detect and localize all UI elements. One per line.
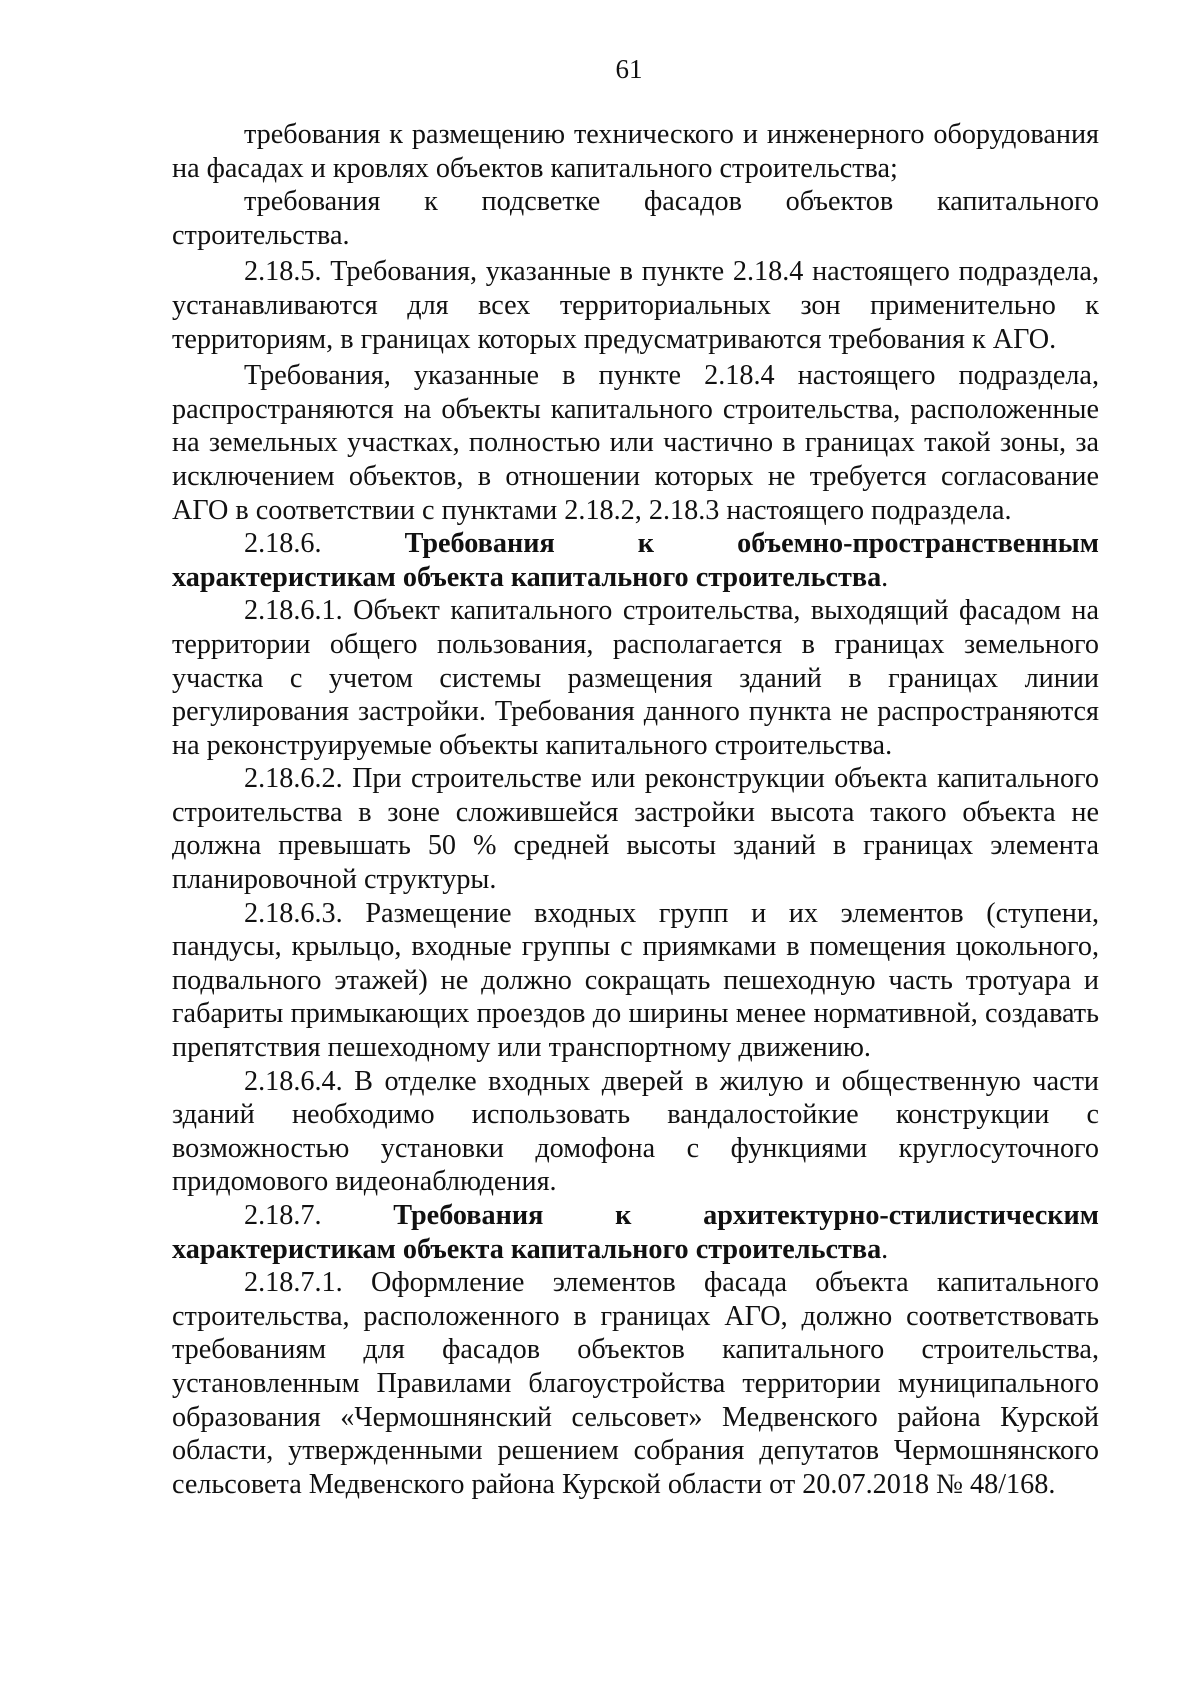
section-number: 2.18.7.: [244, 1200, 322, 1231]
paragraph-2-18-6-4: 2.18.6.4. В отделке входных дверей в жилую и общественную части зданий необходимо использовать вандалостойкие конструкции с возможностью установки домофона с функциями круглосуточного придомового видеонаблюдения.: [172, 1065, 1099, 1198]
paragraph-2-18-5: 2.18.5. Требования, указанные в пункте 2.18.4 настоящего подраздела, устанавливаются для всех территориальных зон применительно к территориям, в границах которых предусматриваются требования к АГО.: [172, 256, 1099, 355]
page-number: 61: [615, 54, 643, 84]
paragraph-lighting-requirements: требования к подсветке фасадов объектов капитального строительства.: [172, 186, 1099, 251]
section-heading-text: Требования к объемно-пространственным характеристикам объекта капитального строительства: [172, 528, 1100, 593]
document-body: [172, 118, 1099, 1501]
paragraph-2-18-6-3: 2.18.6.3. Размещение входных групп и их элементов (ступени, пандусы, крыльцо, входные группы с приямками в помещения цокольного, подвального этажей) не должно сокращать пешеходную часть тротуара и габариты примыкающих проездов до ширины менее нормативной, создавать препятствия пешеходному или транспортному движению.: [172, 897, 1099, 1064]
paragraph-2-18-6-2: 2.18.6.2. При строительстве или реконструкции объекта капитального строительства в зоне сложившейся застройки высота такого объекта не должна превышать 50 % средней высоты зданий в границах элемента планировочной структуры.: [172, 763, 1099, 896]
section-heading-end: .: [881, 1233, 889, 1265]
paragraph-2-18-5-scope: Требования, указанные в пункте 2.18.4 настоящего подраздела, распространяются на объекты капитального строительства, расположенные на земельных участках, полностью или частично в границах такой зоны, за исключением объектов, в отношении которых не требуется согласование АГО в соответствии с пунктами 2.18.2, 2.18.3 настоящего подраздела.: [172, 360, 1099, 526]
section-heading-text: Требования к архитектурно-стилистическим характеристикам объекта капитального строительства: [172, 1200, 1099, 1265]
paragraph-2-18-6-1: 2.18.6.1. Объект капитального строительства, выходящий фасадом на территории общего пользования, располагается в границах земельного участка с учетом системы размещения зданий в границах линии регулирования застройки. Требования данного пункта не распространяются на реконструируемые объекты капитального строительства.: [172, 595, 1099, 761]
section-heading-2-18-6: [172, 527, 1099, 594]
section-number: 2.18.6.: [244, 528, 322, 560]
paragraph-equipment-requirements: требования к размещению технического и инженерного оборудования на фасадах и кровлях объектов капитального строительства;: [172, 119, 1099, 184]
paragraph-2-18-7-1: 2.18.7.1. Оформление элементов фасада объекта капитального строительства, расположенного в границах АГО, должно соответствовать требованиям для фасадов объектов капитального строительства, установленным Правилами благоустройства территории муниципального образования «Чермошнянский сельсовет» Медвенского района Курской области, утвержденными решением собрания депутатов Чермошнянского сельсовета Медвенского района Курской области от 20.07.2018 № 48/168.: [172, 1267, 1099, 1500]
section-heading-end: .: [881, 561, 889, 593]
section-heading-2-18-7: [172, 1199, 1099, 1266]
